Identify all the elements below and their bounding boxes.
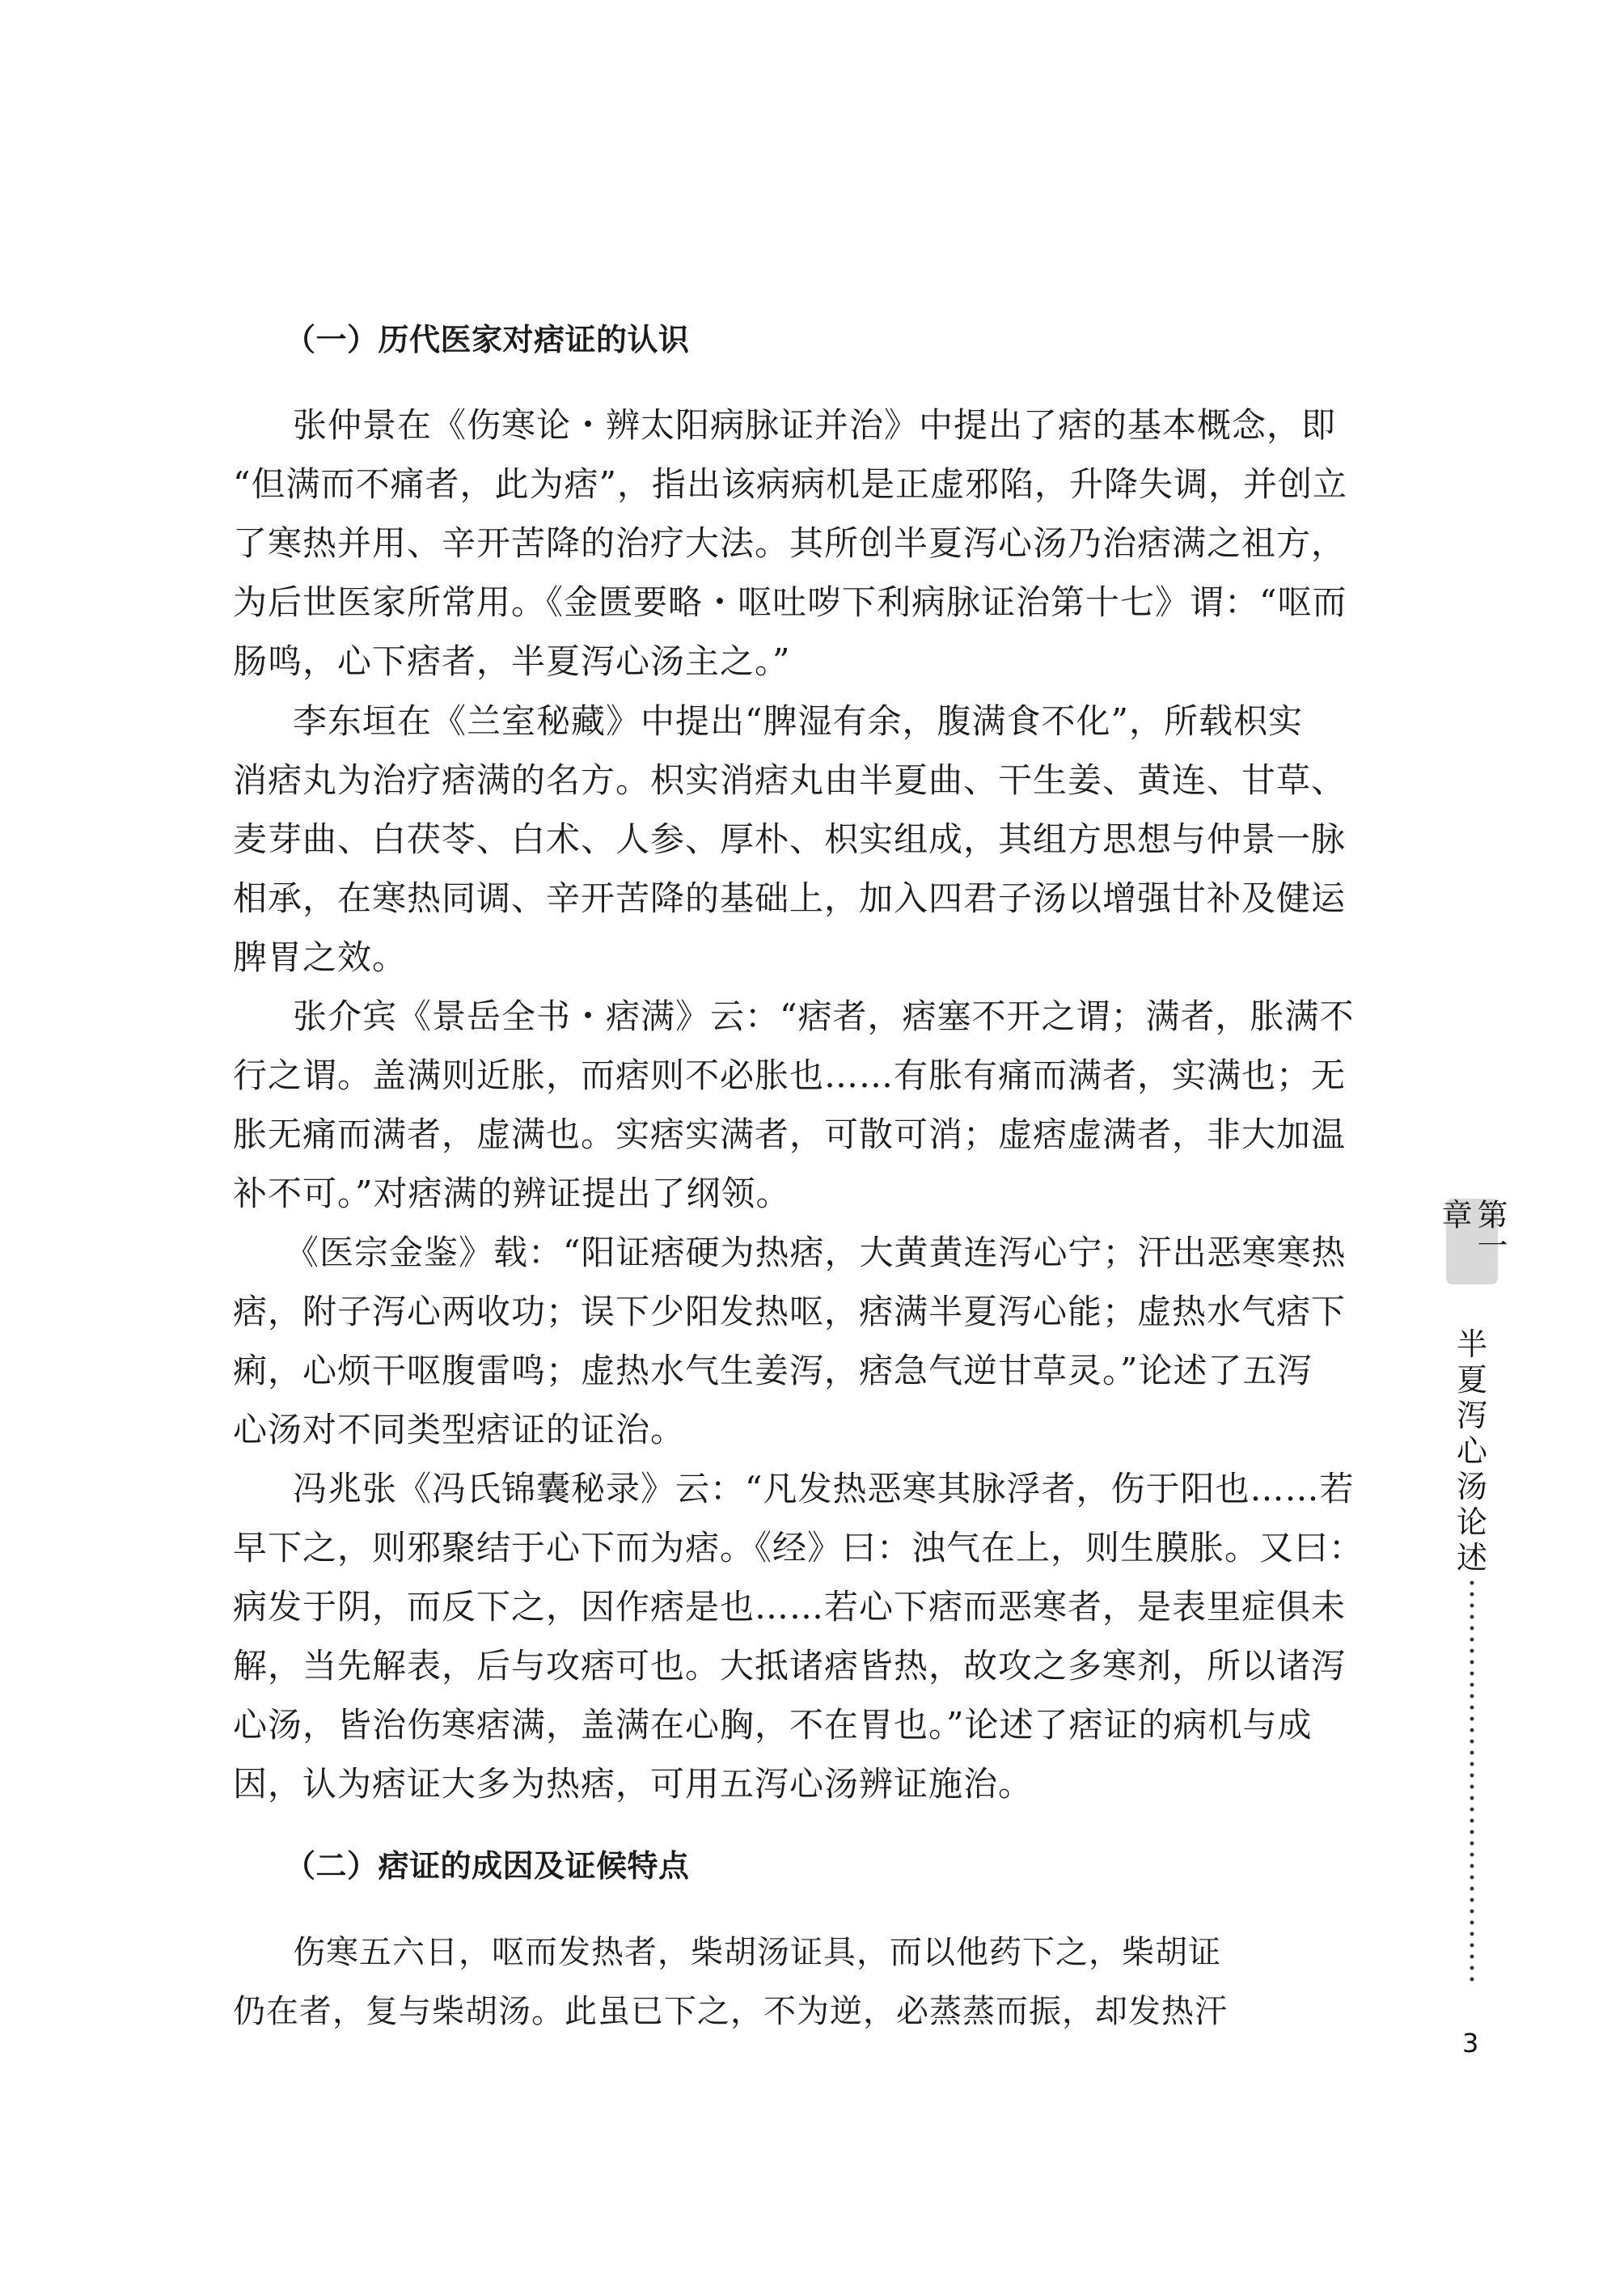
text-line: 伤寒五六日，呕而发热者，柴胡汤证具，而以他药下之，柴胡证 xyxy=(293,1934,1221,1971)
text-line: 行之谓。盖满则近胀，而痞则不必胀也……有胀有痛而满者，实满也；无 xyxy=(233,1056,1347,1095)
text-line: 心汤，皆治伤寒痞满，盖满在心胸，不在胃也。”论述了痞证的病机与成 xyxy=(233,1705,1313,1745)
chapter-title: 半夏泻心汤论述 xyxy=(1456,1326,1487,1576)
text-line: “但满而不痛者，此为痞”，指出该病病机是正虚邪陷，升降失调，并创立 xyxy=(233,464,1347,504)
section-heading-1: （一）历代医家对痞证的认识 xyxy=(285,322,690,357)
text-line: 仍在者，复与柴胡汤。此虽已下之，不为逆，必蒸蒸而振，却发热汗 xyxy=(233,1993,1228,2030)
text-line: 相承，在寒热同调、辛开苦降的基础上，加入四君子汤以增强甘补及健运 xyxy=(233,878,1347,918)
text-line: 痢，心烦干呕腹雷鸣；虚热水气生姜泻，痞急气逆甘草灵。”论述了五泻 xyxy=(233,1351,1313,1390)
leader-dots xyxy=(1469,1577,1475,1982)
chapter-label: 第一章 xyxy=(1436,1199,1508,1260)
text-line: 补不可。”对痞满的辨证提出了纲领。 xyxy=(233,1174,791,1213)
text-line: 因，认为痞证大多为热痞，可用五泻心汤辨证施治。 xyxy=(233,1764,1034,1804)
text-line: 消痞丸为治疗痞满的名方。枳实消痞丸由半夏曲、干生姜、黄连、甘草、 xyxy=(233,760,1347,800)
page-number: 3 xyxy=(1462,2028,1479,2058)
text-line: 胀无痛而满者，虚满也。实痞实满者，可散可消；虚痞虚满者，非大加温 xyxy=(233,1115,1347,1154)
text-line: 痞，附子泻心两收功；误下少阳发热呕，痞满半夏泻心能；虚热水气痞下 xyxy=(233,1292,1347,1331)
text-line: 早下之，则邪聚结于心下而为痞。《经》曰：浊气在上，则生膜胀。又曰： xyxy=(233,1528,1364,1567)
text-line: 脾胃之效。 xyxy=(233,937,408,977)
text-line: 冯兆张《冯氏锦囊秘录》云：“凡发热恶寒其脉浮者，伤于阳也……若 xyxy=(293,1469,1355,1508)
text-line: 《医宗金鉴》载：“阳证痞硬为热痞，大黄黄连泻心宁；汗出恶寒寒热 xyxy=(285,1233,1347,1272)
text-line: 解，当先解表，后与攻痞可也。大抵诸痞皆热，故攻之多寒剂，所以诸泻 xyxy=(233,1646,1347,1686)
section-heading-2: （二）痞证的成因及证候特点 xyxy=(285,1848,690,1884)
chapter-tab xyxy=(1436,1199,1508,1284)
text-line: 了寒热并用、辛开苦降的治疗大法。其所创半夏泻心汤乃治痞满之祖方， xyxy=(233,523,1347,563)
text-line: 肠鸣，心下痞者，半夏泻心汤主之。” xyxy=(233,641,791,681)
text-line: 张介宾《景岳全书・痞满》云：“痞者，痞塞不开之谓；满者，胀满不 xyxy=(293,996,1355,1036)
text-line: 病发于阴，而反下之，因作痞是也……若心下痞而恶寒者，是表里症俱未 xyxy=(233,1587,1347,1627)
text-line: 为后世医家所常用。《金匮要略・呕吐哕下利病脉证治第十七》谓：“呕而 xyxy=(233,582,1347,622)
text-line: 麦芽曲、白茯苓、白术、人参、厚朴、枳实组成，其组方思想与仲景一脉 xyxy=(233,819,1347,859)
text-line: 张仲景在《伤寒论・辨太阳病脉证并治》中提出了痞的基本概念，即 xyxy=(293,405,1337,445)
text-line: 李东垣在《兰室秘藏》中提出“脾湿有余，腹满食不化”，所载枳实 xyxy=(293,701,1303,741)
text-line: 心汤对不同类型痞证的证治。 xyxy=(233,1410,686,1449)
